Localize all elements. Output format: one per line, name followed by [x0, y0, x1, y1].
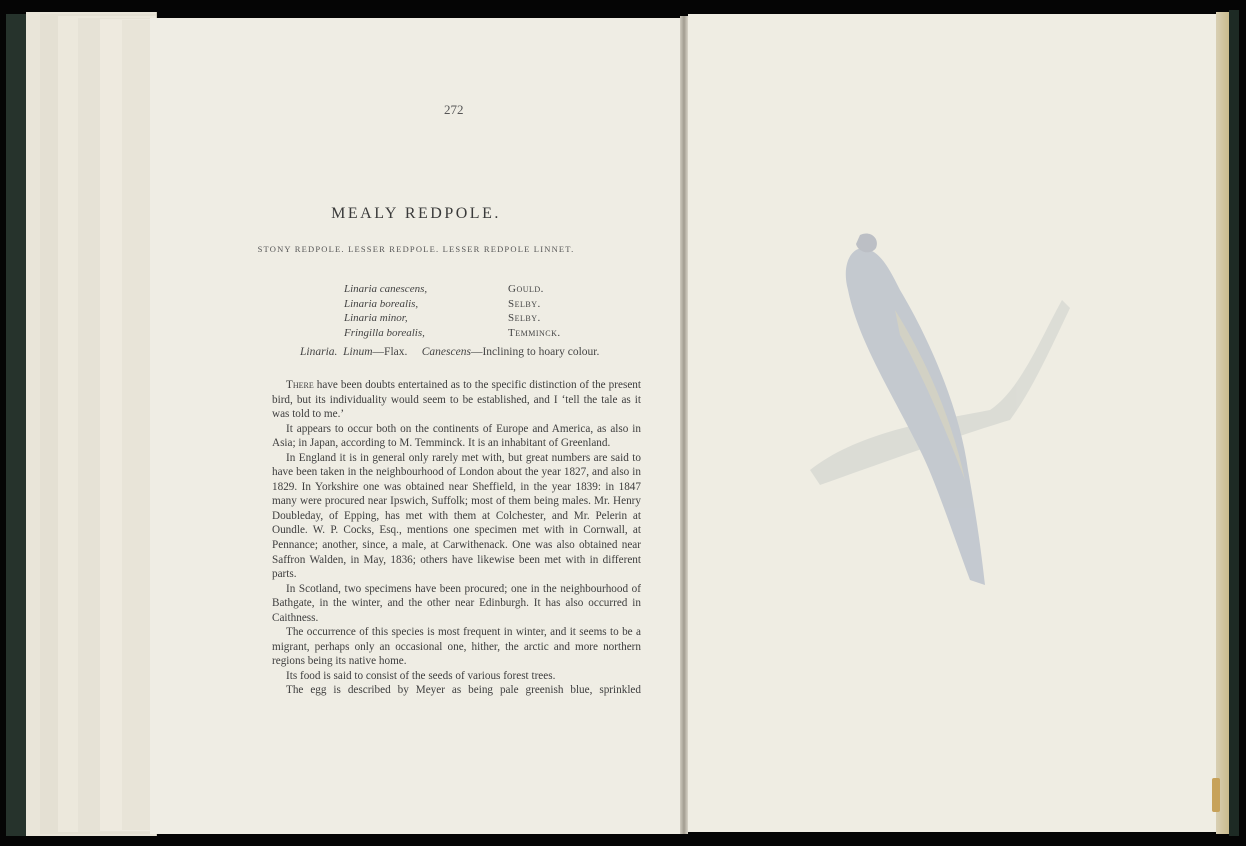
paragraph	[272, 378, 641, 422]
etym-genus-meaning: —Flax.	[372, 346, 408, 358]
page-title: MEALY REDPOLE.	[331, 205, 501, 222]
synonym-author: Temminck.	[508, 326, 561, 339]
book-cover-left	[6, 14, 28, 836]
etym-genus: Linaria.	[300, 346, 338, 358]
synonym-name: Fringilla borealis,	[344, 326, 425, 339]
synonym-name: Linaria canescens,	[344, 283, 428, 295]
bird-illustration-bleedthrough	[800, 220, 1100, 600]
page-number: 272	[444, 102, 464, 117]
paragraph: The egg is described by Meyer as being pale greenish blue, sprinkled	[286, 684, 641, 697]
synonym-names	[344, 282, 427, 340]
paragraph: It appears to occur both on the continents of Europe and America, as also in Asia; in Japan, according to M. Temminck. It is an inhabitant of Greenland.	[272, 422, 641, 450]
book-cover-right	[1229, 10, 1239, 836]
synonym-authors	[508, 282, 561, 340]
paragraph: Its food is said to consist of the seeds of various forest trees.	[286, 669, 556, 682]
synonym-author: Gould.	[508, 283, 544, 295]
paragraph-text: have been doubts entertained as to the specific distinction of the present bird, but its individuality would seem to be established, and I ‘tell the tale as it was told to me.’	[272, 379, 641, 421]
book-gutter	[680, 16, 688, 834]
synonym-name: Linaria borealis,	[344, 297, 419, 310]
paragraph: The occurrence of this species is most frequent in winter, and it seems to be a migrant, perhaps only an occasional one, hither, the arctic and more northern regions being its native home.	[272, 626, 641, 668]
page-marker-tab	[1212, 778, 1220, 812]
page-subtitle: STONY REDPOLE. LESSER REDPOLE. LESSER REDPOLE LINNET.	[257, 244, 575, 254]
synonym-author: Selby.	[508, 297, 541, 310]
etym-genus-root: Linum	[343, 346, 373, 358]
paragraph: In England it is in general only rarely met with, but great numbers are said to have been taken in the neighbourhood of London about the year 1827, and also in 1829. In Yorkshire one was obtained near Sheffield, in the year 1839: in 1847 many were procured near Ipswich, Suffolk; most of them being males. Mr. Henry Doubleday, of Epping, has met with them at Colchester, and Mr. Pelerin at Oundle. W. P. Cocks, Esq., mentions one specimen met with in Cornwall, at Pennance; another, since, a male, at Carwithenack. One was also obtained near Saffron Walden, in May, 1836; others have likewise been met with in different parts.	[272, 451, 641, 581]
right-page-edges	[1216, 12, 1230, 834]
synonym-name: Linaria minor,	[344, 312, 408, 324]
etymology-line	[300, 346, 599, 358]
synonym-author: Selby.	[508, 312, 541, 324]
paragraph: In Scotland, two specimens have been procured; one in the neighbourhood of Bathgate, in the winter, and the other near Edinburgh. It has also occurred in Caithness.	[272, 582, 641, 624]
etym-species-meaning: —Inclining to hoary colour.	[470, 346, 600, 358]
etym-species: Canescens	[421, 346, 471, 358]
drop-lead-word: There	[286, 379, 314, 391]
body-text	[272, 378, 641, 698]
